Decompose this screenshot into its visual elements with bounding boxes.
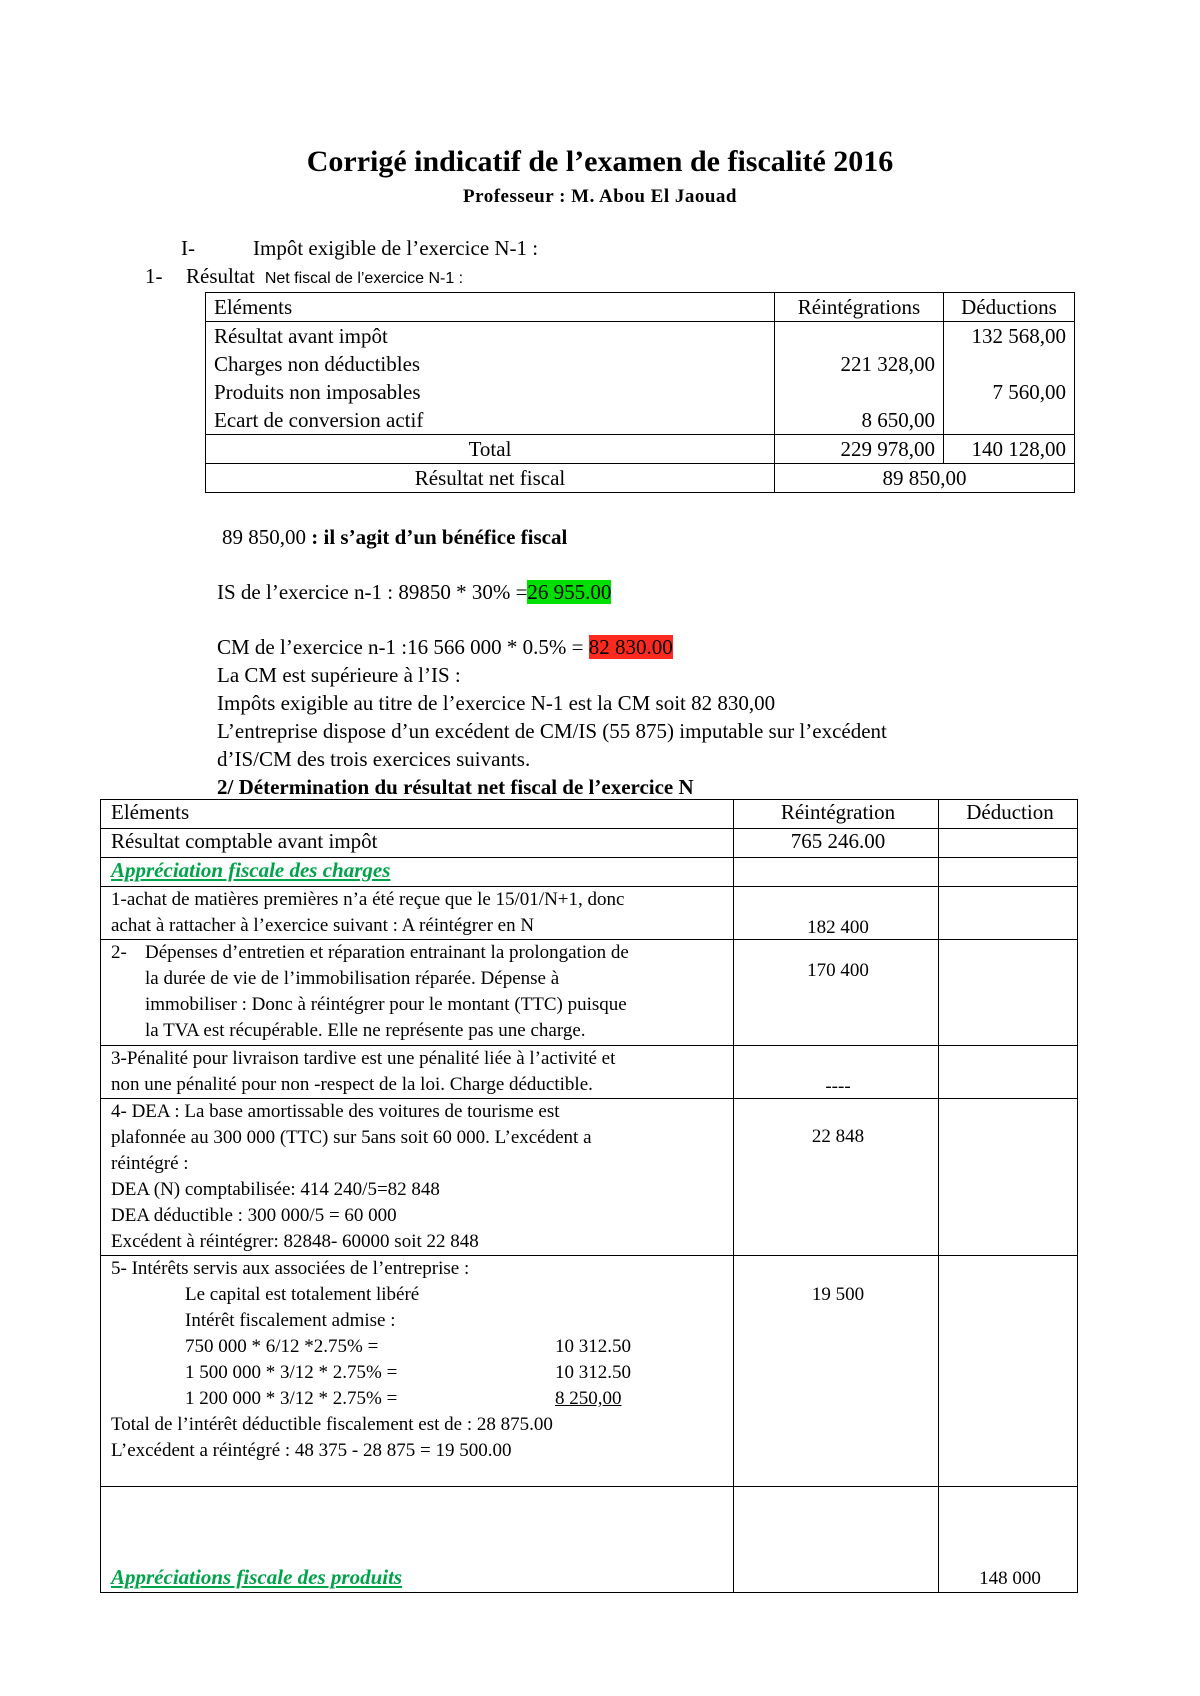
text-line: La CM est supérieure à l’IS : <box>217 663 461 687</box>
total-label: Total <box>206 435 775 464</box>
result-label: Résultat comptable avant impôt <box>101 829 734 858</box>
header-deductions: Déductions <box>944 293 1075 322</box>
calc-rhs: 10 312.50 <box>555 1362 631 1383</box>
header-reintegrations: Réintégrations <box>775 293 944 322</box>
charges-heading: Appréciation fiscale des charges <box>111 858 391 882</box>
produits-heading-cell <box>101 1487 734 1593</box>
item4-line: Excédent à réintégrer: 82848- 60000 soit 22 848 <box>111 1231 479 1252</box>
cell-deductions <box>944 322 1075 435</box>
text-line: L’entreprise dispose d’un excédent de CM/IS (55 875) imputable sur l’excédent <box>217 719 887 743</box>
row-label: Produits non imposables <box>214 380 421 404</box>
section-number: I- <box>181 236 195 260</box>
table-row <box>101 887 1078 940</box>
item2-line: la TVA est récupérable. Elle ne représente pas une charge. <box>145 1020 586 1041</box>
section2-number: 2/ <box>217 775 234 799</box>
calc-rhs: 10 312.50 <box>555 1336 631 1357</box>
subsection-label-sans: Net fiscal de l’exercice N-1 : <box>264 270 464 287</box>
item4-line: plafonnée au 300 000 (TTC) sur 5ans soit 60 000. L’excédent a <box>111 1127 592 1148</box>
item5-total: Total de l’intérêt déductible fiscalement est de : 28 875.00 <box>111 1414 553 1435</box>
item2-value: 170 400 <box>734 940 939 1046</box>
row-reint <box>783 378 935 406</box>
table-row <box>101 1099 1078 1256</box>
row-reint: 8 650,00 <box>861 408 935 432</box>
empty-cell <box>939 1256 1078 1487</box>
empty-cell <box>939 1099 1078 1256</box>
row-deduc: 7 560,00 <box>992 380 1066 404</box>
net-value: 89 850,00 <box>775 464 1075 493</box>
benefice-line <box>222 525 567 550</box>
empty-cell <box>939 858 1078 887</box>
produits-heading: Appréciations fiscale des produits <box>111 1565 403 1589</box>
item5-cell <box>101 1256 734 1487</box>
header-elements: Eléments <box>101 800 734 829</box>
empty-cell <box>939 1046 1078 1099</box>
row-label: Résultat avant impôt <box>214 324 388 348</box>
item5-calc-row <box>111 1360 727 1386</box>
header-reintegration: Réintégration <box>734 800 939 829</box>
item5-admise: Intérêt fiscalement admise : <box>185 1310 396 1331</box>
empty-cell <box>939 940 1078 1046</box>
subsection-label-serif: Résultat <box>186 264 255 288</box>
item3-cell <box>101 1046 734 1099</box>
empty-cell <box>734 858 939 887</box>
row-reint <box>783 322 935 350</box>
benefice-value: 89 850,00 <box>222 525 306 549</box>
item3-line: non une pénalité pour non -respect de la loi. Charge déductible. <box>111 1074 593 1095</box>
table-row <box>101 1046 1078 1099</box>
item2-block <box>111 940 727 1044</box>
cell-reintegrations <box>775 322 944 435</box>
item5-capital: Le capital est totalement libéré <box>185 1284 420 1305</box>
item5-value: 19 500 <box>734 1256 939 1487</box>
row-label: Ecart de conversion actif <box>214 408 424 432</box>
row-deduc <box>952 406 1066 434</box>
item1-cell <box>101 887 734 940</box>
item1-value: 182 400 <box>734 887 939 940</box>
is-line <box>217 580 611 605</box>
table-resultat-n <box>100 799 1078 1593</box>
table-row <box>101 829 1078 858</box>
table-net-row <box>206 464 1075 493</box>
item1-line: 1-achat de matières premières n’a été reçue que le 15/01/N+1, donc <box>111 889 625 910</box>
item1-line: achat à rattacher à l’exercice suivant : A réintégrer en N <box>111 915 535 936</box>
empty-cell <box>939 887 1078 940</box>
item2-lines <box>145 940 629 1044</box>
subsection-heading <box>186 264 463 289</box>
item5-calc-row <box>111 1386 727 1412</box>
table-total-row <box>206 435 1075 464</box>
section-heading: Impôt exigible de l’exercice N-1 : <box>253 236 539 260</box>
item4-cell <box>101 1099 734 1256</box>
item2-cell <box>101 940 734 1046</box>
item2-number: 2- <box>111 942 127 963</box>
empty-cell <box>939 829 1078 858</box>
table-row <box>101 1487 1078 1593</box>
text-line: Impôts exigible au titre de l’exercice N-1 est la CM soit 82 830,00 <box>217 691 776 715</box>
header-elements: Eléments <box>206 293 775 322</box>
cm-value-highlight: 82 830.00 <box>588 635 673 659</box>
row-reint: 221 328,00 <box>840 352 935 376</box>
table-row <box>101 858 1078 887</box>
item3-value: ---- <box>734 1046 939 1099</box>
item5-calc-row <box>111 1334 727 1360</box>
calc-lhs: 1 200 000 * 3/12 * 2.75% = <box>185 1388 398 1409</box>
item3-line: 3-Pénalité pour livraison tardive est une pénalité liée à l’activité et <box>111 1048 616 1069</box>
calc-lhs: 750 000 * 6/12 *2.75% = <box>185 1336 379 1357</box>
empty-cell <box>734 1487 939 1593</box>
calc-rhs: 8 250,00 <box>555 1388 622 1409</box>
subsection-number: 1- <box>145 264 163 288</box>
item4-line: DEA (N) comptabilisée: 414 240/5=82 848 <box>111 1179 440 1200</box>
table-body-row <box>206 322 1075 435</box>
cm-line <box>217 635 673 660</box>
item5-title: 5- Intérêts servis aux associées de l’entreprise : <box>111 1258 470 1279</box>
produits-value: 148 000 <box>939 1487 1078 1593</box>
page-title: Corrigé indicatif de l’examen de fiscalité 2016 <box>306 145 894 178</box>
calc-lhs: 1 500 000 * 3/12 * 2.75% = <box>185 1362 398 1383</box>
table-header-row <box>206 293 1075 322</box>
text-line: d’IS/CM des trois exercices suivants. <box>217 747 531 771</box>
item4-value: 22 848 <box>734 1099 939 1256</box>
charges-heading-cell <box>101 858 734 887</box>
item5-excess: L’excédent a réintégré : 48 375 - 28 875 = 19 500.00 <box>111 1440 512 1461</box>
cell-labels <box>206 322 775 435</box>
table-row <box>101 940 1078 1046</box>
item2-line: la durée de vie de l’immobilisation réparée. Dépense à <box>145 968 560 989</box>
net-label: Résultat net fiscal <box>206 464 775 493</box>
table-row <box>101 1256 1078 1487</box>
table-net-fiscal-n-1 <box>205 292 1075 493</box>
professor-line: Professeur : M. Abou El Jaouad <box>463 186 737 207</box>
section2-heading <box>217 775 694 800</box>
total-deduc: 140 128,00 <box>944 435 1075 464</box>
row-deduc <box>952 350 1066 378</box>
result-value: 765 246.00 <box>734 829 939 858</box>
cm-prefix: CM de l’exercice n-1 :16 566 000 * 0.5% = <box>217 635 589 659</box>
table-header-row <box>101 800 1078 829</box>
item4-line: 4- DEA : La base amortissable des voitures de tourisme est <box>111 1101 560 1122</box>
is-value-highlight: 26 955.00 <box>527 580 612 604</box>
item4-line: DEA déductible : 300 000/5 = 60 000 <box>111 1205 397 1226</box>
section2-title: Détermination du résultat net fiscal de l’exercice N <box>233 775 694 799</box>
item2-line: Dépenses d’entretien et réparation entrainant la prolongation de <box>145 942 629 963</box>
is-prefix: IS de l’exercice n-1 : 89850 * 30% = <box>217 580 528 604</box>
total-reint: 229 978,00 <box>775 435 944 464</box>
item4-line: réintégré : <box>111 1153 189 1174</box>
item2-line: immobiliser : Donc à réintégrer pour le montant (TTC) puisque <box>145 994 627 1015</box>
row-deduc: 132 568,00 <box>971 324 1066 348</box>
row-label: Charges non déductibles <box>214 352 421 376</box>
benefice-text: : il s’agit d’un bénéfice fiscal <box>306 525 568 549</box>
header-deduction: Déduction <box>939 800 1078 829</box>
